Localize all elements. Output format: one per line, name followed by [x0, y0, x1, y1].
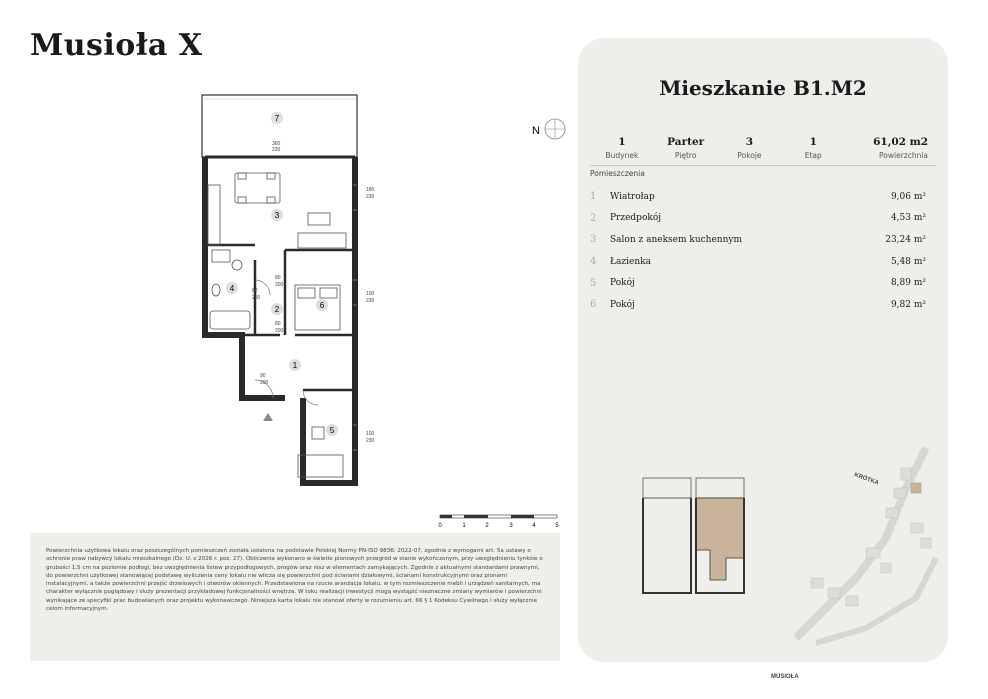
room-row: 5 Pokój 8,89 m² — [590, 277, 926, 289]
room-row: 4 Łazienka 5,48 m² — [590, 256, 926, 268]
rooms-heading: Pomieszczenia — [590, 169, 645, 178]
compass-north-label: N — [532, 125, 540, 137]
svg-text:0: 0 — [438, 523, 442, 529]
stat-building: 1 Budynek — [605, 136, 639, 160]
legal-disclaimer: Powierzchnia użytkowa lokalu oraz poszczególnych pomieszczeń została ustalona na podstawie Polskiej Normy PN-ISO 9836: 2022-07, zgodnie z wymogami art. 5a ustawy o ochronie praw nabywcy lokalu mieszkalnego (Dz. U. z 2026 r. poz. 27). Obliczenia wykonano w świetle pionowych przegród w stanie wykończonym, przy uwzględnieniu tynków o grubości 1,5 cm na poziomie podłogi, bez uwzględnienia listew przypodłogowych, progów oraz nisz w elementach zamykających. Zgodnie z aktualnymi standardami prawnymi, do powierzchni użytkowej stanowiącej podstawę wyliczenia ceny lokalu nie wlicza się powierzchni pod ścianami działowymi, ścianami konstrukcyjnymi oraz pionami instalacyjnymi, a także powierzchni przejść drzwiowych i otworów okiennych. Przedstawiona na rzucie aranżacja lokalu, w tym rozmieszczenie mebli i urządzeń sanitarnych, ma charakter wyłącznie poglądowy i służy prezentacji przykładowej funkcjonalności wnętrza. W toku realizacji inwestycji mogą wystąpić nieznaczne zmiany wymiarów i powierzchni wynikające ze specyfiki prac budowlanych oraz projektu wykonawczego. Niniejsza karta lokalu nie stanowi oferty w rozumieniu art. 66 § 1 Kodeksu Cywilnego i służy wyłącznie celom informacyjnym. — [30, 533, 560, 661]
street-label-krotka: KRÓTKA — [853, 472, 880, 487]
room-row: 2 Przedpokój 4,53 m² — [590, 212, 926, 224]
svg-text:200: 200 — [252, 295, 261, 301]
stat-stage: 1 Etap — [804, 136, 822, 160]
svg-text:1: 1 — [462, 523, 466, 529]
compass — [532, 119, 565, 139]
svg-text:100: 100 — [366, 291, 375, 297]
divider — [590, 165, 936, 166]
room-row: 3 Salon z aneksem kuchennym 23,24 m² — [590, 234, 926, 246]
highlighted-unit — [696, 498, 744, 580]
building-key-plan — [618, 470, 758, 590]
svg-text:4: 4 — [532, 523, 536, 529]
brand-logo: Musioła X — [30, 28, 203, 63]
floor-plan — [180, 85, 600, 535]
svg-text:90: 90 — [260, 373, 266, 379]
stat-area: 61,02 m2 Powierzchnia — [873, 136, 929, 160]
svg-text:230: 230 — [366, 438, 375, 444]
svg-text:100: 100 — [366, 431, 375, 437]
apartment-title: Mieszkanie B1.M2 — [659, 76, 867, 100]
kitchen-counter — [208, 173, 280, 245]
svg-text:180: 180 — [366, 187, 375, 193]
room-label-5: 5 — [329, 426, 335, 435]
door-swings — [255, 280, 318, 405]
svg-text:230: 230 — [366, 194, 375, 200]
svg-text:80: 80 — [275, 321, 281, 327]
apartment-card — [578, 38, 948, 680]
street-label-musiola: MUSIOŁA — [771, 674, 799, 680]
room-label-1: 1 — [292, 361, 298, 370]
scale-bar — [438, 515, 559, 529]
sofa — [298, 213, 346, 248]
apartment-stats — [590, 136, 936, 160]
svg-text:360: 360 — [272, 141, 281, 147]
svg-text:200: 200 — [275, 328, 284, 334]
stat-rooms: 3 Pokoje — [737, 136, 762, 160]
rooms-list — [590, 186, 936, 316]
svg-text:230: 230 — [272, 147, 281, 153]
room-label-4: 4 — [229, 284, 235, 293]
svg-text:230: 230 — [366, 298, 375, 304]
entrance-arrow — [263, 413, 273, 421]
room-row: 1 Wiatrołap 9,06 m² — [590, 191, 926, 203]
room-row: 6 Pokój 9,82 m² — [590, 299, 926, 311]
svg-text:200: 200 — [275, 282, 284, 288]
svg-text:80: 80 — [275, 275, 281, 281]
svg-text:80: 80 — [252, 288, 258, 294]
room-label-3: 3 — [274, 211, 280, 220]
svg-text:200: 200 — [260, 380, 269, 386]
svg-text:3: 3 — [509, 523, 513, 529]
room-label-2: 2 — [274, 305, 280, 314]
room-label-6: 6 — [319, 301, 325, 310]
svg-text:5: 5 — [555, 523, 559, 529]
highlighted-building — [911, 483, 921, 493]
room-label-7: 7 — [274, 114, 280, 123]
site-map — [771, 428, 946, 680]
svg-text:2: 2 — [485, 523, 489, 529]
stat-floor: Parter Piętro — [667, 136, 705, 160]
